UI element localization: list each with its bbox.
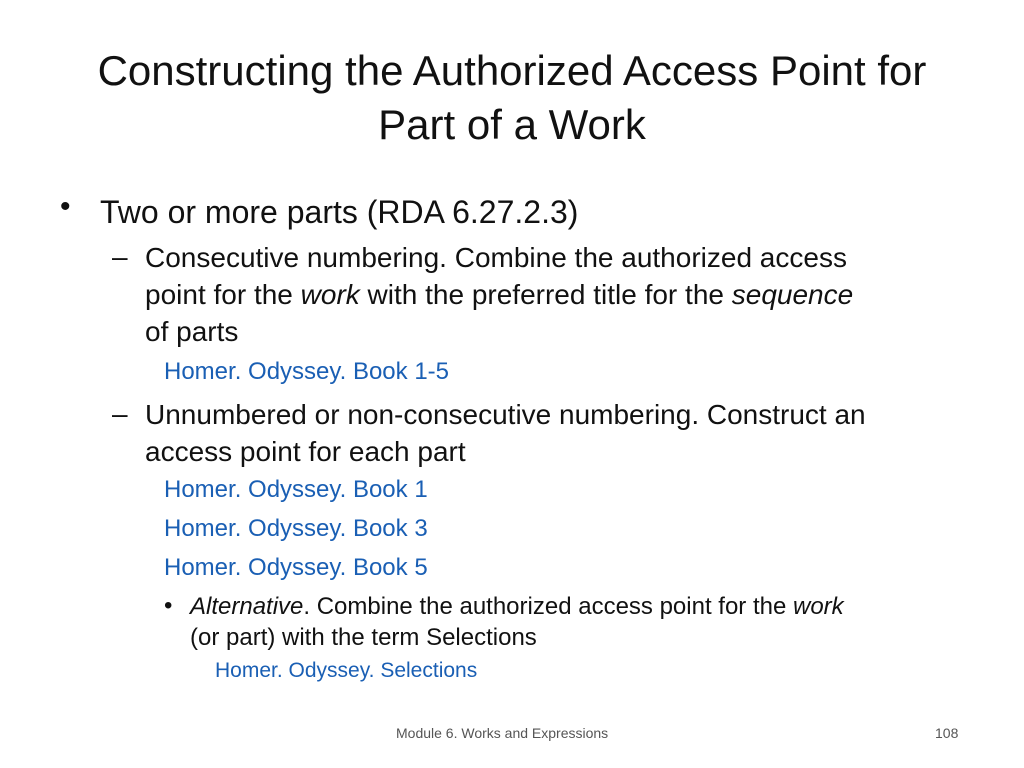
dash-icon: – xyxy=(112,398,128,429)
title-line-1: Constructing the Authorized Access Point for xyxy=(97,47,927,94)
sub1-line-2-pre: point for the xyxy=(145,279,301,310)
sub3-line-2: (or part) with the term Selections xyxy=(190,624,537,651)
example-book-1: Homer. Odyssey. Book 1 xyxy=(164,476,428,503)
slide-page-number: 108 xyxy=(935,725,959,741)
sub3-line-1 xyxy=(190,591,844,622)
sub1-line-2 xyxy=(145,276,853,313)
dash-icon: – xyxy=(112,241,128,272)
sub2-line-1: Unnumbered or non-consecutive numbering. Construct an xyxy=(145,399,866,430)
sub1-line-1: Consecutive numbering. Combine the authorized access xyxy=(145,242,847,273)
alternative-emphasis: Alternative xyxy=(190,593,304,620)
sub1-line-2-mid: with the preferred title for the xyxy=(359,279,732,310)
footer-module-title: Module 6. Works and Expressions xyxy=(396,725,609,741)
sub3-line-1-rest: . Combine the authorized access point for the xyxy=(303,593,793,620)
title-line-2: Part of a Work xyxy=(378,101,646,148)
sub3-work-emphasis: work xyxy=(793,593,844,620)
example-book-5: Homer. Odyssey. Book 5 xyxy=(164,554,428,581)
sub2-line-2: access point for each part xyxy=(145,436,466,467)
example-selections: Homer. Odyssey. Selections xyxy=(215,659,478,682)
example-book-1-5: Homer. Odyssey. Book 1-5 xyxy=(164,358,449,385)
sub1-sequence-emphasis: sequence xyxy=(731,279,854,310)
bullet-dot-icon: • xyxy=(60,190,71,223)
example-book-3: Homer. Odyssey. Book 3 xyxy=(164,515,428,542)
sub1-line-3: of parts xyxy=(145,316,239,347)
bullet-two-or-more-parts: Two or more parts (RDA 6.27.2.3) xyxy=(100,194,579,230)
sub1-work-emphasis: work xyxy=(300,279,360,310)
slide-title xyxy=(40,44,984,152)
bullet-dot-icon: • xyxy=(164,592,173,619)
